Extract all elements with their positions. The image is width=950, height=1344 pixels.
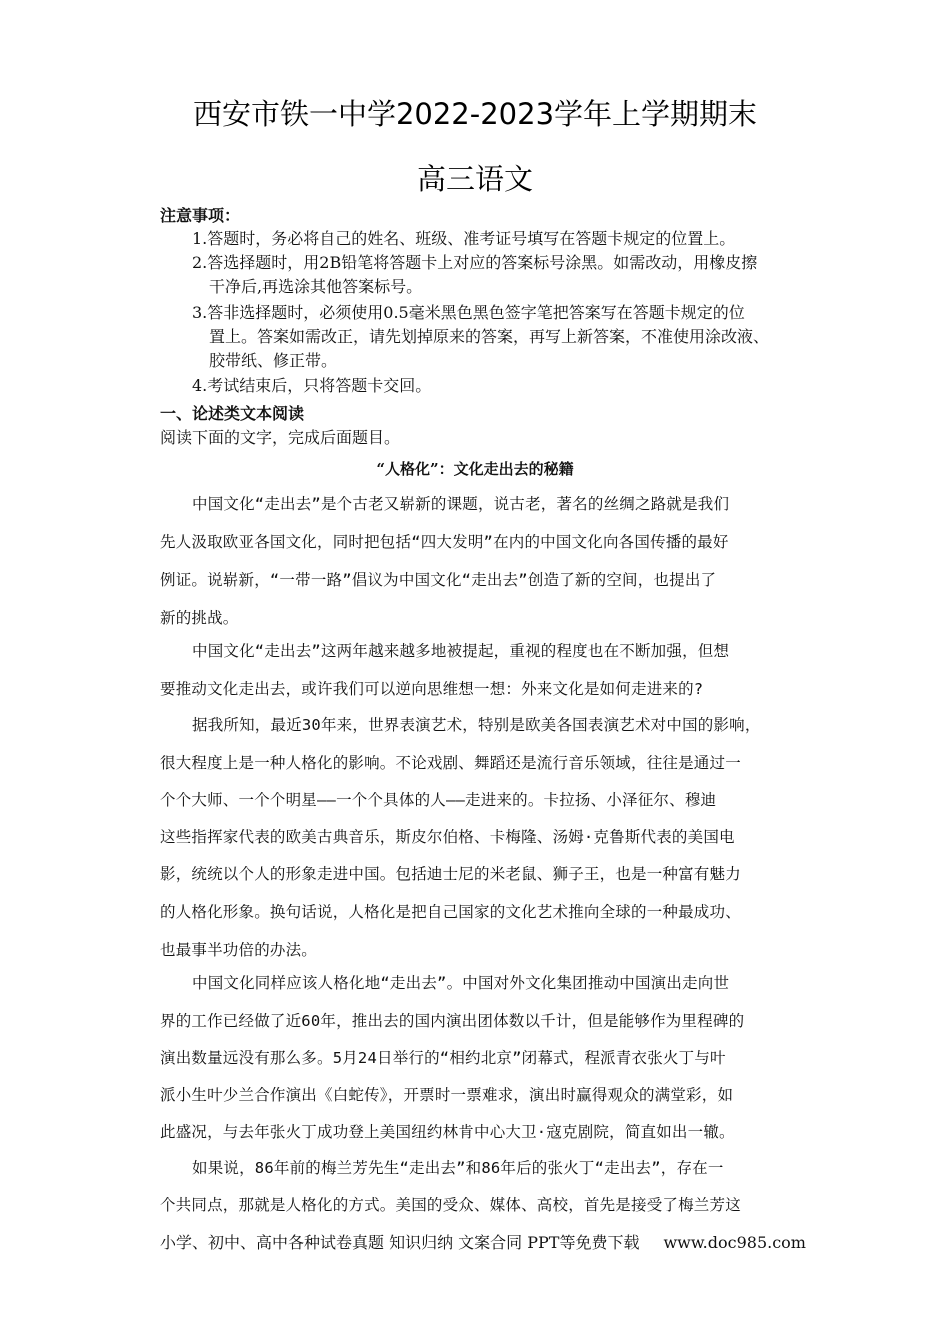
article-line: 先人汲取欧亚各国文化，同时把包括“四大发明”在内的中国文化向各国传播的最好 [160, 533, 729, 551]
article-line: 这些指挥家代表的欧美古典音乐，斯皮尔伯格、卡梅隆、汤姆·克鲁斯代表的美国电 [160, 828, 735, 846]
notice-item-3-cont: 置上。答案如需改正，请先划掉原来的答案，再写上新答案，不准使用涂改液、 [209, 327, 770, 346]
article-title: “人格化”：文化走出去的秘籍 [376, 460, 574, 478]
notice-item-3-cont2: 胶带纸、修正带。 [209, 351, 338, 370]
page-footer [160, 1230, 806, 1253]
article-line: 据我所知，最近30年来，世界表演艺术，特别是欧美各国表演艺术对中国的影响， [192, 716, 761, 734]
article-line: 新的挑战。 [160, 609, 239, 627]
article-line: 中国文化“走出去”这两年越来越多地被提起，重视的程度也在不断加强，但想 [192, 642, 730, 660]
footer-text: 小学、初中、高中各种试卷真题 知识归纳 文案合同 PPT等免费下载 [160, 1233, 640, 1252]
article-line: 界的工作已经做了近60年，推出去的国内演出团体数以千计，但是能够作为里程碑的 [160, 1012, 745, 1030]
article-line: 影，统统以个人的形象走进中国。包括迪士尼的米老鼠、狮子王，也是一种富有魅力 [160, 865, 741, 883]
article-line: 中国文化“走出去”是个古老又崭新的课题，说古老，著名的丝绸之路就是我们 [192, 495, 730, 513]
notice-item-4: 4.考试结束后，只将答题卡交回。 [192, 376, 432, 395]
exam-subject: 高三语文 [416, 162, 533, 196]
article-line: 中国文化同样应该人格化地“走出去”。中国对外文化集团推动中国演出走向世 [192, 974, 730, 992]
notice-heading: 注意事项： [160, 206, 241, 225]
notice-item-2: 2.答选择题时，用2B铅笔将答题卡上对应的答案标号涂黑。如需改动，用橡皮擦 [192, 253, 758, 272]
notice-item-2-cont: 干净后,再选涂其他答案标号。 [209, 277, 423, 296]
notice-item-3: 3.答非选择题时，必须使用0.5毫米黑色黑色签字笔把答案写在答题卡规定的位 [192, 303, 745, 322]
article-line: 演出数量远没有那么多。5月24日举行的“相约北京”闭幕式，程派青衣张火丁与叶 [160, 1049, 726, 1067]
article-line: 如果说，86年前的梅兰芳先生“走出去”和86年后的张火丁“走出去”，存在一 [192, 1159, 724, 1177]
article-line: 的人格化形象。换句话说，人格化是把自己国家的文化艺术推向全球的一种最成功、 [160, 903, 741, 921]
section-heading: 一、论述类文本阅读 [160, 404, 305, 423]
article-line: 很大程度上是一种人格化的影响。不论戏剧、舞蹈还是流行音乐领域，往往是通过一 [160, 754, 741, 772]
article-line: 例证。说崭新，“一带一路”倡议为中国文化“走出去”创造了新的空间，也提出了 [160, 571, 717, 589]
footer-url[interactable]: www.doc985.com [663, 1233, 806, 1252]
article-line: 个共同点，那就是人格化的方式。美国的受众、媒体、高校，首先是接受了梅兰芳这 [160, 1196, 741, 1214]
article-line: 派小生叶少兰合作演出《白蛇传》，开票时一票难求，演出时赢得观众的满堂彩，如 [160, 1086, 734, 1104]
article-line: 也最事半功倍的办法。 [160, 941, 318, 959]
article-line: 要推动文化走出去，或许我们可以逆向思维想一想：外来文化是如何走进来的? [160, 680, 704, 698]
section-instruction: 阅读下面的文字，完成后面题目。 [160, 428, 401, 447]
article-line: 此盛况，与去年张火丁成功登上美国纽约林肯中心大卫·寇克剧院，简直如出一辙。 [160, 1123, 735, 1141]
article-line: 个个大师、一个个明星——一个个具体的人——走进来的。卡拉扬、小泽征尔、穆迪 [160, 791, 717, 809]
exam-title: 西安市铁一中学2022-2023学年上学期期末 [192, 97, 758, 131]
notice-item-1: 1.答题时，务必将自己的姓名、班级、准考证号填写在答题卡规定的位置上。 [192, 229, 736, 248]
